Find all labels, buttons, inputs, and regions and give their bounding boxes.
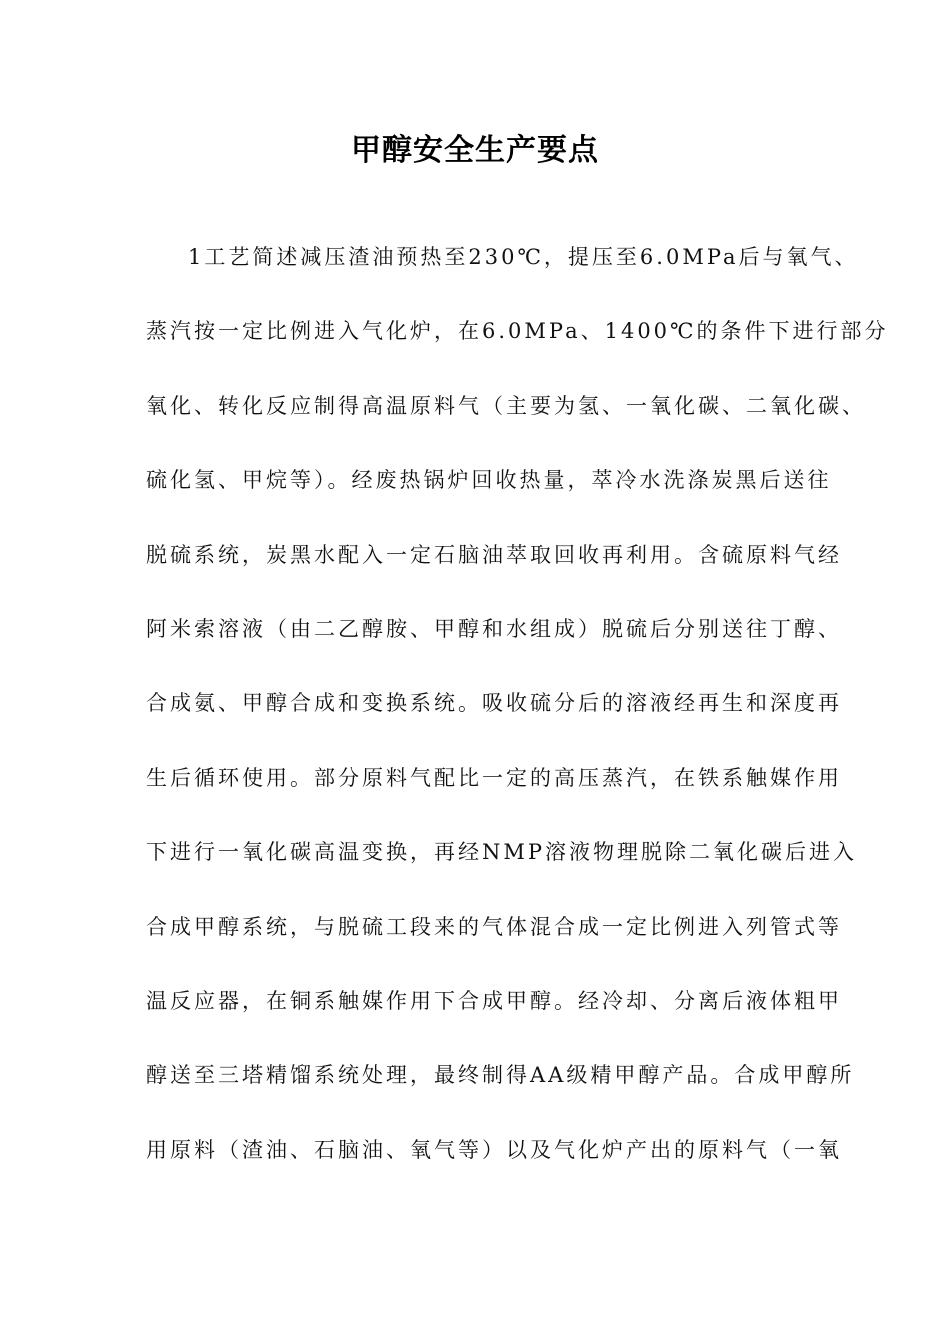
paragraph-line: 醇送至三塔精馏系统处理，最终制得AA级精甲醇产品。合成甲醇所 <box>146 1063 855 1088</box>
paragraph-line: 硫化氢、甲烷等）。经废热锅炉回收热量，萃冷水洗涤炭黑后送往 <box>146 468 832 493</box>
paragraph-line: 用原料（渣油、石脑油、氧气等）以及气化炉产出的原料气（一氧 <box>146 1137 842 1162</box>
paragraph-line: 阿米索溶液（由二乙醇胺、甲醇和水组成）脱硫后分别送往丁醇、 <box>146 616 842 641</box>
paragraph-line: 脱硫系统，炭黑水配入一定石脑油萃取回收再利用。含硫原料气经 <box>146 542 842 567</box>
paragraph-line: 合成甲醇系统，与脱硫工段来的气体混合成一定比例进入列管式等 <box>146 914 842 939</box>
paragraph-line: 氧化、转化反应制得高温原料气（主要为氢、一氧化碳、二氧化碳、 <box>146 393 866 418</box>
paragraph-line: 蒸汽按一定比例进入气化炉，在6.0MPa、1400℃的条件下进行部分 <box>146 319 889 344</box>
paragraph-line: 温反应器，在铜系触媒作用下合成甲醇。经冷却、分离后液体粗甲 <box>146 988 842 1013</box>
paragraph-line: 1工艺简述减压渣油预热至230℃，提压至6.0MPa后与氧气、 <box>188 245 859 269</box>
document-body <box>146 240 889 1207</box>
paragraph-line: 合成氨、甲醇合成和变换系统。吸收硫分后的溶液经再生和深度再 <box>146 691 842 716</box>
paragraph-line: 生后循环使用。部分原料气配比一定的高压蒸汽，在铁系触媒作用 <box>146 765 842 790</box>
document-title: 甲醇安全生产要点 <box>351 133 599 168</box>
paragraph-line: 下进行一氧化碳高温变换，再经NMP溶液物理脱除二氧化碳后进入 <box>146 840 858 865</box>
